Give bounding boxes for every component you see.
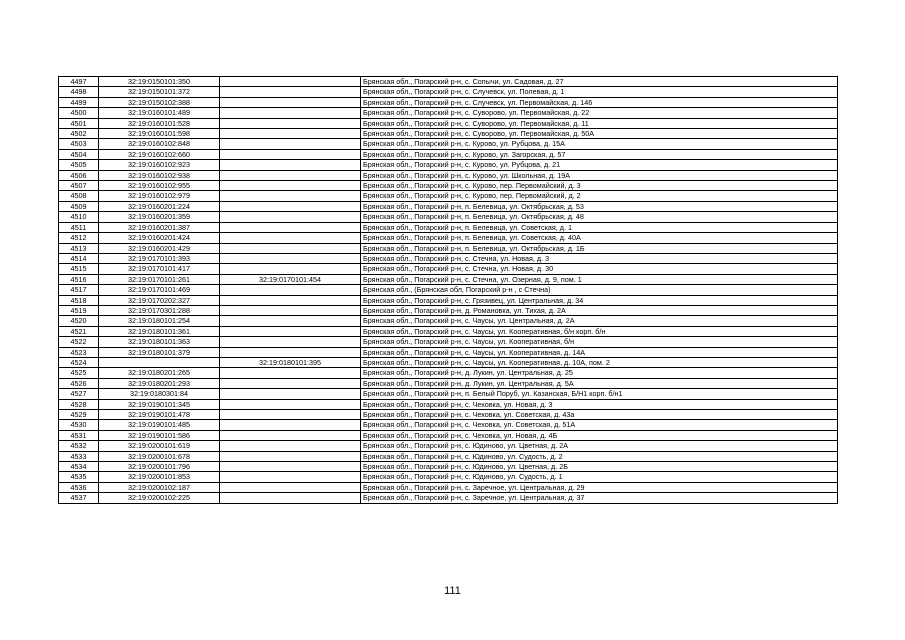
address-cell: Брянская обл., Погарский р-н, д. Романовка, ул. Тихая, д. 2А	[361, 305, 838, 315]
table-row	[59, 118, 838, 128]
row-number-cell: 4504	[59, 149, 99, 159]
linked-cadastral-number-cell	[220, 264, 361, 274]
cadastral-number-cell: 32:19:0180101:254	[99, 316, 220, 326]
table-row	[59, 451, 838, 461]
address-cell: Брянская обл., Погарский р-н, с. Заречное, ул. Центральная, д. 29	[361, 482, 838, 492]
address-cell: Брянская обл., Погарский р-н, с. Стечна, ул. Новая, д. 30	[361, 264, 838, 274]
row-number-cell: 4501	[59, 118, 99, 128]
table-row	[59, 181, 838, 191]
linked-cadastral-number-cell	[220, 420, 361, 430]
cadastral-number-cell: 32:19:0150102:388	[99, 97, 220, 107]
row-number-cell: 4536	[59, 482, 99, 492]
linked-cadastral-number-cell	[220, 347, 361, 357]
row-number-cell: 4535	[59, 472, 99, 482]
property-registry-table	[58, 76, 838, 504]
table-row	[59, 274, 838, 284]
row-number-cell: 4527	[59, 389, 99, 399]
cadastral-number-cell: 32:19:0170301:288	[99, 305, 220, 315]
cadastral-number-cell: 32:19:0160102:938	[99, 170, 220, 180]
row-number-cell: 4531	[59, 430, 99, 440]
address-cell: Брянская обл., Погарский р-н, с. Чаусы, ул. Кооперативная, б/н	[361, 337, 838, 347]
linked-cadastral-number-cell	[220, 389, 361, 399]
row-number-cell: 4498	[59, 87, 99, 97]
row-number-cell: 4533	[59, 451, 99, 461]
table-row	[59, 357, 838, 367]
address-cell: Брянская обл., Погарский р-н, с. Стечна, ул. Озерная, д. 9, пом. 1	[361, 274, 838, 284]
linked-cadastral-number-cell	[220, 233, 361, 243]
linked-cadastral-number-cell	[220, 430, 361, 440]
cadastral-number-cell	[99, 357, 220, 367]
row-number-cell: 4507	[59, 181, 99, 191]
address-cell: Брянская обл., Погарский р-н, с. Чеховка, ул. Советская, д. 43а	[361, 410, 838, 420]
row-number-cell: 4520	[59, 316, 99, 326]
address-cell: Брянская обл., (Брянская обл, Погарский р-н , с Стечна)	[361, 285, 838, 295]
table-row	[59, 462, 838, 472]
cadastral-number-cell: 32:19:0160201:224	[99, 201, 220, 211]
table-row	[59, 305, 838, 315]
linked-cadastral-number-cell: 32:19:0170101:454	[220, 274, 361, 284]
cadastral-number-cell: 32:19:0180201:293	[99, 378, 220, 388]
row-number-cell: 4514	[59, 253, 99, 263]
row-number-cell: 4529	[59, 410, 99, 420]
table-row	[59, 378, 838, 388]
table-row	[59, 170, 838, 180]
linked-cadastral-number-cell	[220, 139, 361, 149]
address-cell: Брянская обл., Погарский р-н, с. Юдиново, ул. Судость, д. 1	[361, 472, 838, 482]
cadastral-number-cell: 32:19:0180101:361	[99, 326, 220, 336]
address-cell: Брянская обл., Погарский р-н, с. Юдиново, ул. Цветная, д. 2А	[361, 441, 838, 451]
table-row	[59, 233, 838, 243]
address-cell: Брянская обл., Погарский р-н, с. Юдиново, ул. Цветная, д. 2Б	[361, 462, 838, 472]
address-cell: Брянская обл., Погарский р-н, с. Чеховка, ул. Новая, д. 4Б	[361, 430, 838, 440]
linked-cadastral-number-cell	[220, 326, 361, 336]
cadastral-number-cell: 32:19:0200101:796	[99, 462, 220, 472]
address-cell: Брянская обл., Погарский р-н, с. Курово, ул. Школьная, д. 19А	[361, 170, 838, 180]
address-cell: Брянская обл., Погарский р-н, с. Суворово, ул. Первомайская, д. 22	[361, 108, 838, 118]
row-number-cell: 4521	[59, 326, 99, 336]
cadastral-number-cell: 32:19:0170101:469	[99, 285, 220, 295]
address-cell: Брянская обл., Погарский р-н, п. Белевица, ул. Октябрьская, д. 1Б	[361, 243, 838, 253]
address-cell: Брянская обл., Погарский р-н, с. Юдиново, ул. Судость, д. 2	[361, 451, 838, 461]
address-cell: Брянская обл., Погарский р-н, с. Заречное, ул. Центральная, д. 37	[361, 493, 838, 503]
row-number-cell: 4518	[59, 295, 99, 305]
linked-cadastral-number-cell	[220, 316, 361, 326]
cadastral-number-cell: 32:19:0200101:619	[99, 441, 220, 451]
address-cell: Брянская обл., Погарский р-н, с. Случевск, ул. Первомайская, д. 146	[361, 97, 838, 107]
table-row	[59, 430, 838, 440]
table-row	[59, 441, 838, 451]
cadastral-number-cell: 32:19:0170101:261	[99, 274, 220, 284]
linked-cadastral-number-cell	[220, 399, 361, 409]
linked-cadastral-number-cell	[220, 295, 361, 305]
linked-cadastral-number-cell	[220, 368, 361, 378]
row-number-cell: 4532	[59, 441, 99, 451]
row-number-cell: 4537	[59, 493, 99, 503]
linked-cadastral-number-cell	[220, 201, 361, 211]
table-row	[59, 420, 838, 430]
table-row	[59, 160, 838, 170]
table-row	[59, 264, 838, 274]
row-number-cell: 4524	[59, 357, 99, 367]
linked-cadastral-number-cell	[220, 170, 361, 180]
linked-cadastral-number-cell	[220, 410, 361, 420]
table-row	[59, 149, 838, 159]
linked-cadastral-number-cell	[220, 378, 361, 388]
address-cell: Брянская обл., Погарский р-н, с. Чаусы, ул. Кооперативная, д. 10А, пом. 2	[361, 357, 838, 367]
address-cell: Брянская обл., Погарский р-н, д. Лукин, ул. Центральная, д. 25	[361, 368, 838, 378]
table-row	[59, 87, 838, 97]
row-number-cell: 4500	[59, 108, 99, 118]
table-row	[59, 222, 838, 232]
address-cell: Брянская обл., Погарский р-н, д. Лукин, ул. Центральная, д. 5А	[361, 378, 838, 388]
linked-cadastral-number-cell	[220, 472, 361, 482]
linked-cadastral-number-cell	[220, 191, 361, 201]
address-cell: Брянская обл., Погарский р-н, с. Чаусы, ул. Кооперативная, б/н корп. б/н	[361, 326, 838, 336]
row-number-cell: 4528	[59, 399, 99, 409]
address-cell: Брянская обл., Погарский р-н, с. Курово, пер. Первомайский, д. 2	[361, 191, 838, 201]
table-row	[59, 493, 838, 503]
address-cell: Брянская обл., Погарский р-н, п. Белевица, ул. Советская, д. 40А	[361, 233, 838, 243]
address-cell: Брянская обл., Погарский р-н, с. Сопычи, ул. Садовая, д. 27	[361, 77, 838, 87]
cadastral-number-cell: 32:19:0200102:187	[99, 482, 220, 492]
table-row	[59, 482, 838, 492]
address-cell: Брянская обл., Погарский р-н, с. Курово, ул. Рубцова, д. 15А	[361, 139, 838, 149]
linked-cadastral-number-cell	[220, 285, 361, 295]
table-row	[59, 191, 838, 201]
table-row	[59, 347, 838, 357]
row-number-cell: 4509	[59, 201, 99, 211]
address-cell: Брянская обл., Погарский р-н, с. Курово, пер. Первомайский, д. 3	[361, 181, 838, 191]
row-number-cell: 4530	[59, 420, 99, 430]
cadastral-number-cell: 32:19:0180201:265	[99, 368, 220, 378]
page-number: 111	[444, 585, 461, 597]
table-row	[59, 108, 838, 118]
cadastral-number-cell: 32:19:0160102:923	[99, 160, 220, 170]
row-number-cell: 4510	[59, 212, 99, 222]
row-number-cell: 4525	[59, 368, 99, 378]
linked-cadastral-number-cell	[220, 253, 361, 263]
table-row	[59, 389, 838, 399]
cadastral-number-cell: 32:19:0150101:350	[99, 77, 220, 87]
linked-cadastral-number-cell	[220, 149, 361, 159]
table-row	[59, 201, 838, 211]
cadastral-number-cell: 32:19:0170101:393	[99, 253, 220, 263]
cadastral-number-cell: 32:19:0160201:359	[99, 212, 220, 222]
row-number-cell: 4516	[59, 274, 99, 284]
row-number-cell: 4506	[59, 170, 99, 180]
address-cell: Брянская обл., Погарский р-н, с. Чаусы, ул. Кооперативная, д. 14А	[361, 347, 838, 357]
linked-cadastral-number-cell	[220, 181, 361, 191]
cadastral-number-cell: 32:19:0160201:429	[99, 243, 220, 253]
linked-cadastral-number-cell	[220, 129, 361, 139]
cadastral-number-cell: 32:19:0200101:853	[99, 472, 220, 482]
cadastral-number-cell: 32:19:0160102:979	[99, 191, 220, 201]
address-cell: Брянская обл., Погарский р-н, с. Случевск, ул. Полевая, д. 1	[361, 87, 838, 97]
cadastral-number-cell: 32:19:0170202:327	[99, 295, 220, 305]
cadastral-number-cell: 32:19:0190101:586	[99, 430, 220, 440]
cadastral-number-cell: 32:19:0160102:955	[99, 181, 220, 191]
cadastral-number-cell: 32:19:0160102:660	[99, 149, 220, 159]
address-cell: Брянская обл., Погарский р-н, с. Стечна, ул. Новая, д. 3	[361, 253, 838, 263]
address-cell: Брянская обл., Погарский р-н, с. Чеховка, ул. Советская, д. 51А	[361, 420, 838, 430]
address-cell: Брянская обл., Погарский р-н, п. Белевица, ул. Октябрьская, д. 53	[361, 201, 838, 211]
table-row	[59, 399, 838, 409]
cadastral-number-cell: 32:19:0180101:363	[99, 337, 220, 347]
row-number-cell: 4503	[59, 139, 99, 149]
linked-cadastral-number-cell	[220, 160, 361, 170]
linked-cadastral-number-cell	[220, 493, 361, 503]
row-number-cell: 4515	[59, 264, 99, 274]
table-row	[59, 337, 838, 347]
table-row	[59, 97, 838, 107]
address-cell: Брянская обл., Погарский р-н, с. Суворово, ул. Первомайская, д. 50А	[361, 129, 838, 139]
linked-cadastral-number-cell	[220, 441, 361, 451]
row-number-cell: 4519	[59, 305, 99, 315]
address-cell: Брянская обл., Погарский р-н, с. Чаусы, ул. Центральная, д. 2А	[361, 316, 838, 326]
row-number-cell: 4523	[59, 347, 99, 357]
linked-cadastral-number-cell	[220, 118, 361, 128]
table-row	[59, 129, 838, 139]
table-row	[59, 243, 838, 253]
linked-cadastral-number-cell	[220, 222, 361, 232]
row-number-cell: 4534	[59, 462, 99, 472]
table-row	[59, 212, 838, 222]
cadastral-number-cell: 32:19:0180101:379	[99, 347, 220, 357]
address-cell: Брянская обл., Погарский р-н, с. Курово, ул. Загорская, д. 57	[361, 149, 838, 159]
address-cell: Брянская обл., Погарский р-н, п. Белый Поруб, ул. Казанская, Б/Н1 корп. б/н1	[361, 389, 838, 399]
row-number-cell: 4502	[59, 129, 99, 139]
table-row	[59, 139, 838, 149]
cadastral-number-cell: 32:19:0200102:225	[99, 493, 220, 503]
table-row	[59, 253, 838, 263]
registry-table-body	[59, 77, 838, 504]
row-number-cell: 4522	[59, 337, 99, 347]
address-cell: Брянская обл., Погарский р-н, п. Белевица, ул. Октябрьская, д. 48	[361, 212, 838, 222]
address-cell: Брянская обл., Погарский р-н, с. Грязивец, ул. Центральная, д. 34	[361, 295, 838, 305]
linked-cadastral-number-cell	[220, 108, 361, 118]
table-row	[59, 368, 838, 378]
address-cell: Брянская обл., Погарский р-н, п. Белевица, ул. Советская, д. 1	[361, 222, 838, 232]
linked-cadastral-number-cell	[220, 462, 361, 472]
cadastral-number-cell: 32:19:0190101:478	[99, 410, 220, 420]
linked-cadastral-number-cell	[220, 243, 361, 253]
row-number-cell: 4517	[59, 285, 99, 295]
table-row	[59, 285, 838, 295]
table-row	[59, 410, 838, 420]
row-number-cell: 4505	[59, 160, 99, 170]
cadastral-number-cell: 32:19:0180301:84	[99, 389, 220, 399]
address-cell: Брянская обл., Погарский р-н, с. Суворово, ул. Первомайская, д. 11	[361, 118, 838, 128]
row-number-cell: 4499	[59, 97, 99, 107]
address-cell: Брянская обл., Погарский р-н, с. Курово, ул. Рубцова, д. 21	[361, 160, 838, 170]
linked-cadastral-number-cell	[220, 482, 361, 492]
linked-cadastral-number-cell	[220, 451, 361, 461]
row-number-cell: 4512	[59, 233, 99, 243]
cadastral-number-cell: 32:19:0160101:489	[99, 108, 220, 118]
cadastral-number-cell: 32:19:0160101:598	[99, 129, 220, 139]
cadastral-number-cell: 32:19:0150101:372	[99, 87, 220, 97]
cadastral-number-cell: 32:19:0160201:387	[99, 222, 220, 232]
row-number-cell: 4526	[59, 378, 99, 388]
cadastral-number-cell: 32:19:0190101:485	[99, 420, 220, 430]
cadastral-number-cell: 32:19:0160201:424	[99, 233, 220, 243]
cadastral-number-cell: 32:19:0200101:678	[99, 451, 220, 461]
table-row	[59, 316, 838, 326]
row-number-cell: 4508	[59, 191, 99, 201]
address-cell: Брянская обл., Погарский р-н, с. Чеховка, ул. Новая, д. 3	[361, 399, 838, 409]
linked-cadastral-number-cell	[220, 337, 361, 347]
linked-cadastral-number-cell	[220, 97, 361, 107]
linked-cadastral-number-cell	[220, 77, 361, 87]
linked-cadastral-number-cell	[220, 305, 361, 315]
cadastral-number-cell: 32:19:0160101:528	[99, 118, 220, 128]
row-number-cell: 4497	[59, 77, 99, 87]
cadastral-number-cell: 32:19:0190101:345	[99, 399, 220, 409]
row-number-cell: 4513	[59, 243, 99, 253]
table-row	[59, 326, 838, 336]
linked-cadastral-number-cell	[220, 87, 361, 97]
table-row	[59, 295, 838, 305]
linked-cadastral-number-cell	[220, 212, 361, 222]
cadastral-number-cell: 32:19:0160102:848	[99, 139, 220, 149]
row-number-cell: 4511	[59, 222, 99, 232]
cadastral-number-cell: 32:19:0170101:417	[99, 264, 220, 274]
linked-cadastral-number-cell: 32:19:0180101:395	[220, 357, 361, 367]
table-row	[59, 77, 838, 87]
table-row	[59, 472, 838, 482]
